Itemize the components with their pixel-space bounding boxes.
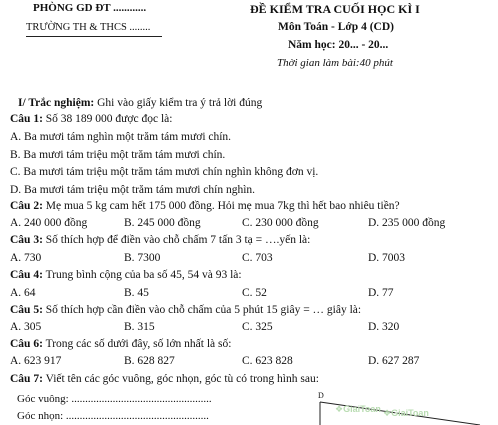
question-3: Câu 3: Số thích hợp để điền vào chỗ chấm 7 tấn 3 tạ = ….yến là: (10, 234, 311, 246)
dept-label: PHÒNG GD ĐT ............ (33, 2, 147, 14)
q5-option-a: A. 305 (10, 321, 42, 333)
q1-option-b: B. Ba mươi tám triệu một trăm tám mươi chín. (10, 149, 226, 161)
question-7: Câu 7: Viết tên các góc vuông, góc nhọn, góc tù có trong hình sau: (10, 373, 319, 385)
q3-option-d: D. 7003 (368, 252, 406, 264)
q5-option-c: C. 325 (242, 321, 273, 333)
q4-option-d: D. 77 (368, 287, 394, 299)
question-1: Câu 1: Số 38 189 000 được đọc là: (10, 113, 173, 125)
watermark-logo: ❖GiaiToan (383, 408, 429, 418)
exam-subject: Môn Toán - Lớp 4 (CD) (278, 21, 394, 33)
watermark-leaf-icon: ❖ (335, 404, 344, 414)
q1-option-a: A. Ba mươi tám nghìn một trăm tám mươi chín. (10, 131, 232, 143)
q1-option-d: D. Ba mươi tám triệu một trăm tám mươi chín nghìn. (10, 184, 256, 196)
exam-year: Năm học: 20... - 20... (288, 39, 389, 51)
right-angle-answer: Góc vuông: ................................................... (17, 393, 212, 405)
question-4: Câu 4: Trung bình cộng của ba số 45, 54 và 93 là: (10, 269, 242, 281)
q6-option-d: D. 627 287 (368, 355, 420, 367)
q2-option-c: C. 230 000 đồng (242, 217, 319, 229)
question-5: Câu 5: Số thích hợp cần điền vào chỗ chấm của 5 phút 15 giây = … giây là: (10, 304, 362, 316)
q6-option-a: A. 623 917 (10, 355, 62, 367)
q5-option-d: D. 320 (368, 321, 400, 333)
school-underline (26, 36, 162, 37)
school-label: TRƯỜNG TH & THCS ........ (26, 22, 151, 33)
q2-option-d: D. 235 000 đồng (368, 217, 446, 229)
watermark-logo: ❖GiaiToan (335, 404, 381, 414)
section-heading: I/ Trắc nghiệm: Ghi vào giấy kiểm tra ý trả lời đúng (18, 97, 263, 109)
q5-option-b: B. 315 (124, 321, 155, 333)
q3-option-a: A. 730 (10, 252, 42, 264)
q3-option-b: B. 7300 (124, 252, 161, 264)
watermark-leaf-icon: ❖ (383, 408, 392, 418)
q4-option-c: C. 52 (242, 287, 267, 299)
exam-time: Thời gian làm bài:40 phút (277, 57, 393, 69)
question-6: Câu 6: Trong các số dưới đây, số lớn nhất là số: (10, 338, 232, 350)
question-2: Câu 2: Mẹ mua 5 kg cam hết 175 000 đồng. Hỏi mẹ mua 7kg thì hết bao nhiêu tiền? (10, 200, 400, 212)
q3-option-c: C. 703 (242, 252, 273, 264)
angle-figure (300, 388, 498, 425)
acute-angle-answer: Góc nhọn: .................................................... (17, 410, 209, 422)
q2-option-b: B. 245 000 đồng (124, 217, 201, 229)
q2-option-a: A. 240 000 đồng (10, 217, 88, 229)
q4-option-a: A. 64 (10, 287, 36, 299)
q1-option-c: C. Ba mươi tám triệu một trăm tám mươi chín nghìn không đơn vị. (10, 166, 319, 178)
q6-option-c: C. 623 828 (242, 355, 293, 367)
point-d-label: D (318, 391, 324, 400)
exam-title: ĐỀ KIỂM TRA CUỐI HỌC KÌ I (250, 2, 420, 16)
q4-option-b: B. 45 (124, 287, 149, 299)
q6-option-b: B. 628 827 (124, 355, 175, 367)
